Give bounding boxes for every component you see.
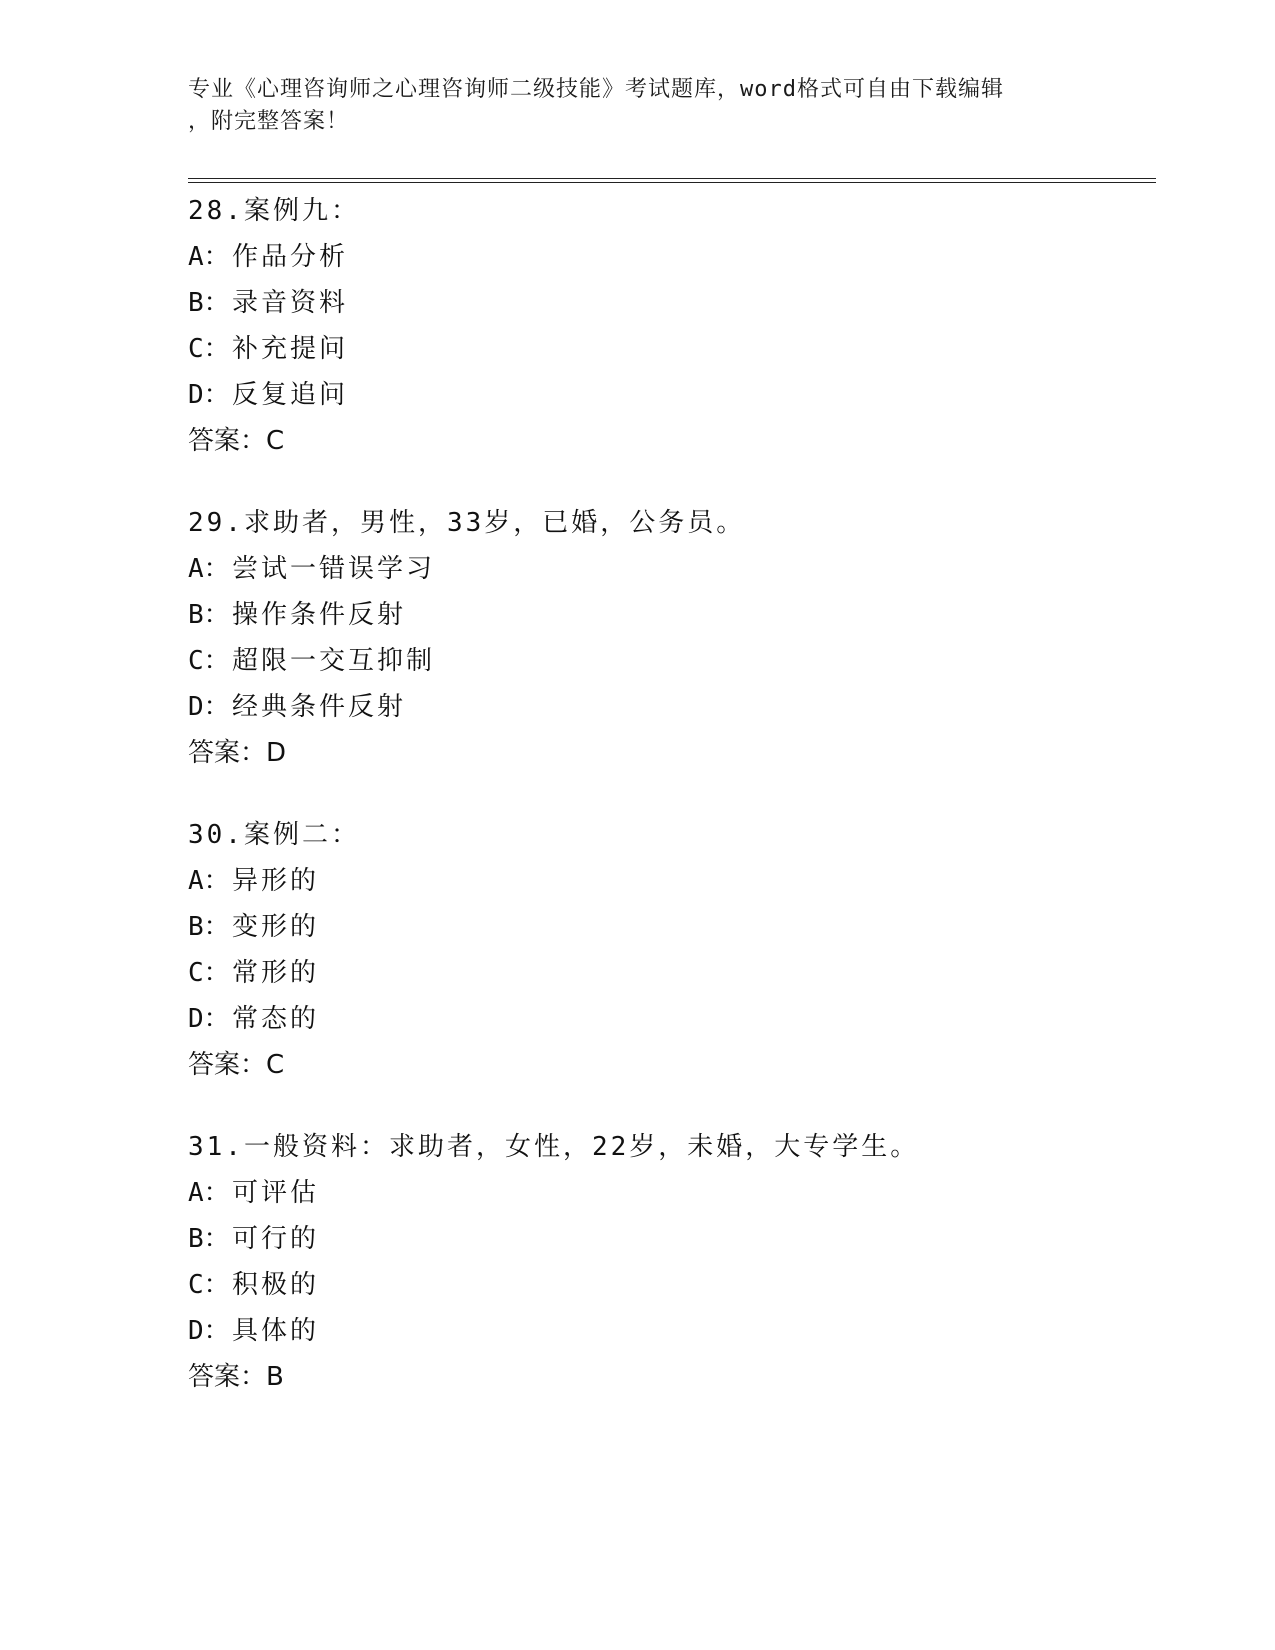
answer-line: 答案：C — [188, 1050, 285, 1080]
question-stem: 30.案例二： — [188, 820, 360, 850]
option-letter: C： — [188, 1270, 230, 1300]
option-letter: B： — [188, 1224, 230, 1254]
question-stem: 29.求助者，男性，33岁，已婚，公务员。 — [188, 508, 746, 538]
option-b — [188, 904, 1148, 950]
option-text: 常态的 — [232, 1004, 320, 1034]
option-letter: B： — [188, 600, 230, 630]
option-text: 积极的 — [232, 1270, 320, 1300]
answer-line: 答案：D — [188, 738, 287, 768]
option-b — [188, 280, 1148, 326]
option-text: 反复追问 — [232, 380, 349, 410]
option-a — [188, 234, 1148, 280]
question-29 — [188, 500, 1148, 776]
option-text: 可行的 — [232, 1224, 320, 1254]
header-divider — [188, 178, 1156, 183]
answer-line: 答案：C — [188, 426, 285, 456]
question-28 — [188, 188, 1148, 464]
option-d — [188, 372, 1148, 418]
document-header — [188, 74, 1088, 138]
question-31 — [188, 1124, 1148, 1400]
answer-line: 答案：B — [188, 1362, 284, 1392]
question-list — [188, 188, 1148, 1436]
option-text: 常形的 — [232, 958, 320, 988]
header-line-1: 专业《心理咨询师之心理咨询师二级技能》考试题库，word格式可自由下载编辑 — [188, 77, 1004, 102]
option-a — [188, 858, 1148, 904]
option-b — [188, 1216, 1148, 1262]
option-a — [188, 1170, 1148, 1216]
option-letter: C： — [188, 646, 230, 676]
question-stem: 28.案例九： — [188, 196, 360, 226]
option-text: 录音资料 — [232, 288, 349, 318]
option-text: 尝试一错误学习 — [232, 554, 436, 584]
option-c — [188, 950, 1148, 996]
option-letter: B： — [188, 912, 230, 942]
option-text: 超限一交互抑制 — [232, 646, 436, 676]
option-text: 异形的 — [232, 866, 320, 896]
option-text: 经典条件反射 — [232, 692, 407, 722]
option-letter: B： — [188, 288, 230, 318]
option-letter: A： — [188, 866, 230, 896]
option-c — [188, 326, 1148, 372]
option-d — [188, 1308, 1148, 1354]
option-d — [188, 996, 1148, 1042]
option-text: 变形的 — [232, 912, 320, 942]
option-letter: D： — [188, 380, 230, 410]
option-letter: C： — [188, 334, 230, 364]
option-c — [188, 1262, 1148, 1308]
option-letter: D： — [188, 1004, 230, 1034]
option-text: 操作条件反射 — [232, 600, 407, 630]
option-letter: D： — [188, 692, 230, 722]
option-text: 具体的 — [232, 1316, 320, 1346]
option-a — [188, 546, 1148, 592]
option-text: 补充提问 — [232, 334, 349, 364]
option-letter: D： — [188, 1316, 230, 1346]
header-line-2: ，附完整答案！ — [188, 109, 350, 134]
option-letter: A： — [188, 554, 230, 584]
option-letter: C： — [188, 958, 230, 988]
option-text: 可评估 — [232, 1178, 320, 1208]
option-text: 作品分析 — [232, 242, 349, 272]
option-letter: A： — [188, 1178, 230, 1208]
option-d — [188, 684, 1148, 730]
option-letter: A： — [188, 242, 230, 272]
option-c — [188, 638, 1148, 684]
question-stem: 31.一般资料：求助者，女性，22岁，未婚，大专学生。 — [188, 1132, 920, 1162]
option-b — [188, 592, 1148, 638]
question-30 — [188, 812, 1148, 1088]
